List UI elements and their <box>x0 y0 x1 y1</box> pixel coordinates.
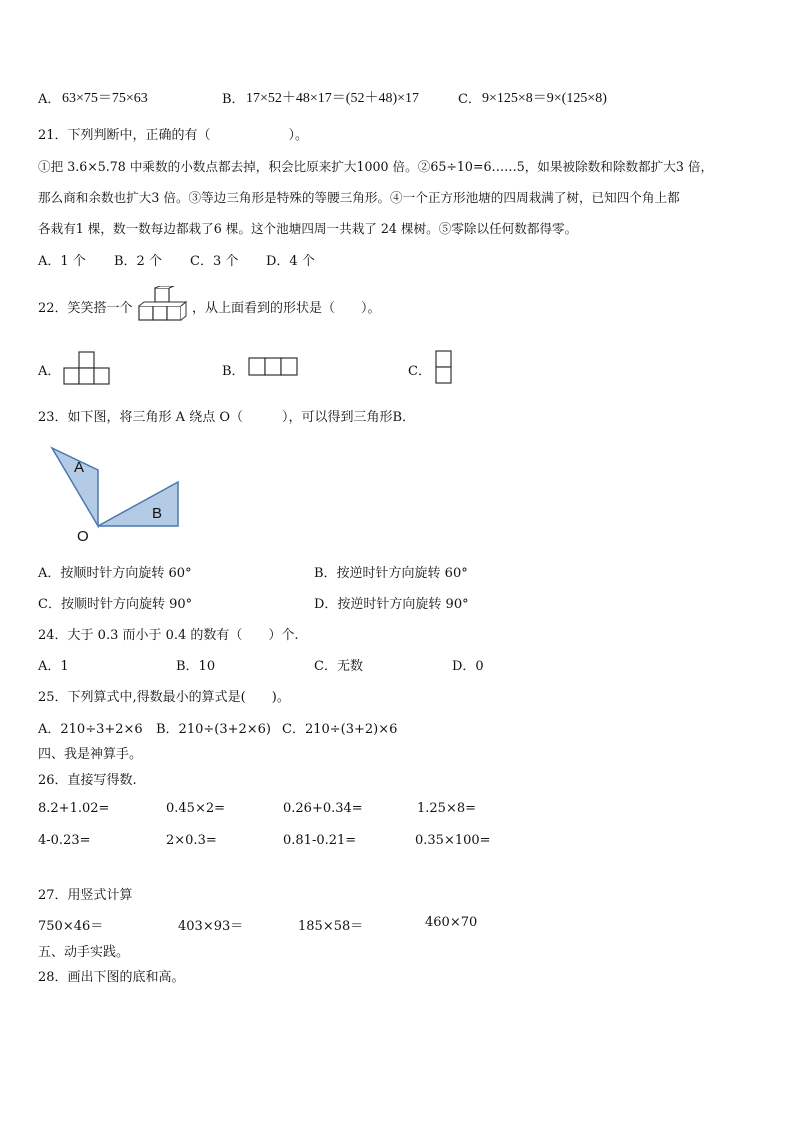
q26-item: 0.26+0.34= <box>283 801 363 816</box>
q26-item: 0.35×100= <box>415 833 491 848</box>
q22-option-c-shape <box>434 349 454 385</box>
q26-item: 8.2+1.02= <box>38 801 110 816</box>
section-5-title: 五、动手实践。 <box>38 945 130 960</box>
q21-option-b: B．2 个 <box>114 254 162 269</box>
q25-stem: 25．下列算式中,得数最小的算式是( )。 <box>38 690 290 705</box>
q20-option-b-label: B． <box>222 92 245 107</box>
triangle-b <box>98 482 178 526</box>
q22-option-a-label: A． <box>38 364 61 379</box>
q26-item: 0.45×2= <box>166 801 226 816</box>
rotation-figure <box>40 440 190 548</box>
q23-option-c: C．按顺时针方向旋转 90° <box>38 597 193 612</box>
q21-option-a: A．1 个 <box>38 254 86 269</box>
q26-item: 1.25×8= <box>417 801 477 816</box>
q26-item: 2×0.3= <box>166 833 217 848</box>
q23-option-d: D．按逆时针方向旋转 90° <box>314 597 469 612</box>
q20-option-b: 17×52＋48×17＝(52＋48)×17 <box>246 91 420 106</box>
section-4-title: 四、我是神算手。 <box>38 747 143 762</box>
q20-option-a-label: A． <box>38 92 61 107</box>
q23-stem: 23．如下图，将三角形 A 绕点 O（ ），可以得到三角形B． <box>38 410 416 425</box>
q20-option-c-label: C． <box>458 92 481 107</box>
q24-option-d: D．0 <box>452 659 484 674</box>
q24-stem: 24．大于 0.3 而小于 0.4 的数有（ ）个. <box>38 628 299 643</box>
q27-stem: 27．用竖式计算 <box>38 888 133 903</box>
q28-stem: 28．画出下图的底和高。 <box>38 970 185 985</box>
q22-option-b-shape <box>247 356 299 378</box>
q25-option-c: C．210÷(3+2)×6 <box>282 722 398 737</box>
q22-option-a-shape <box>62 350 112 386</box>
q25-option-b: B．210÷(3+2×6) <box>156 722 272 737</box>
q25-option-a: A．210÷3+2×6 <box>38 722 143 737</box>
q22-option-b-label: B． <box>222 364 245 379</box>
q24-option-a: A．1 <box>38 659 69 674</box>
q21-body-line2: 那么商和余数也扩大3 倍。③等边三角形是特殊的等腰三角形。④一个正方形池塘的四周栽满了树，已知四个角上都 <box>38 190 680 205</box>
q20-option-a: 63×75＝75×63 <box>62 91 148 106</box>
q27-item: 403×93＝ <box>178 919 244 934</box>
q27-item: 750×46＝ <box>38 919 104 934</box>
q23-option-a: A．按顺时针方向旋转 60° <box>38 566 192 581</box>
triangle-b-label: B <box>152 505 163 522</box>
q22-stem-post: ，从上面看到的形状是（ ）。 <box>192 301 381 316</box>
point-o-label: O <box>77 528 89 545</box>
q24-option-c: C．无数 <box>314 659 363 674</box>
q21-stem: 21．下列判断中，正确的有（ ）。 <box>38 128 309 143</box>
q26-item: 4-0.23= <box>38 833 91 848</box>
q26-item: 0.81-0.21= <box>283 833 357 848</box>
q23-option-b: B．按逆时针方向旋转 60° <box>314 566 468 581</box>
cube-stack-figure <box>137 286 189 324</box>
q21-body-line1: ①把 3.6×5.78 中乘数的小数点都去掉，积会比原来扩大1000 倍。②65÷10=6……5，如果被除数和除数都扩大3 倍， <box>38 159 714 174</box>
q21-option-d: D．4 个 <box>266 254 315 269</box>
q27-item: 185×58＝ <box>298 919 364 934</box>
q20-option-c: 9×125×8＝9×(125×8) <box>482 91 607 106</box>
q27-item: 460×70 <box>425 915 478 930</box>
q22-stem-pre: 22．笑笑搭一个 <box>38 301 133 316</box>
q21-option-c: C．3 个 <box>190 254 239 269</box>
q24-option-b: B．10 <box>176 659 216 674</box>
q26-stem: 26．直接写得数. <box>38 773 137 788</box>
q21-body-line3: 各栽有1 棵，数一数每边都栽了6 棵。这个池塘四周一共栽了 24 棵树。⑤零除以任何数都得零。 <box>38 221 578 236</box>
q22-option-c-label: C． <box>408 364 431 379</box>
triangle-a-label: A <box>74 459 85 476</box>
